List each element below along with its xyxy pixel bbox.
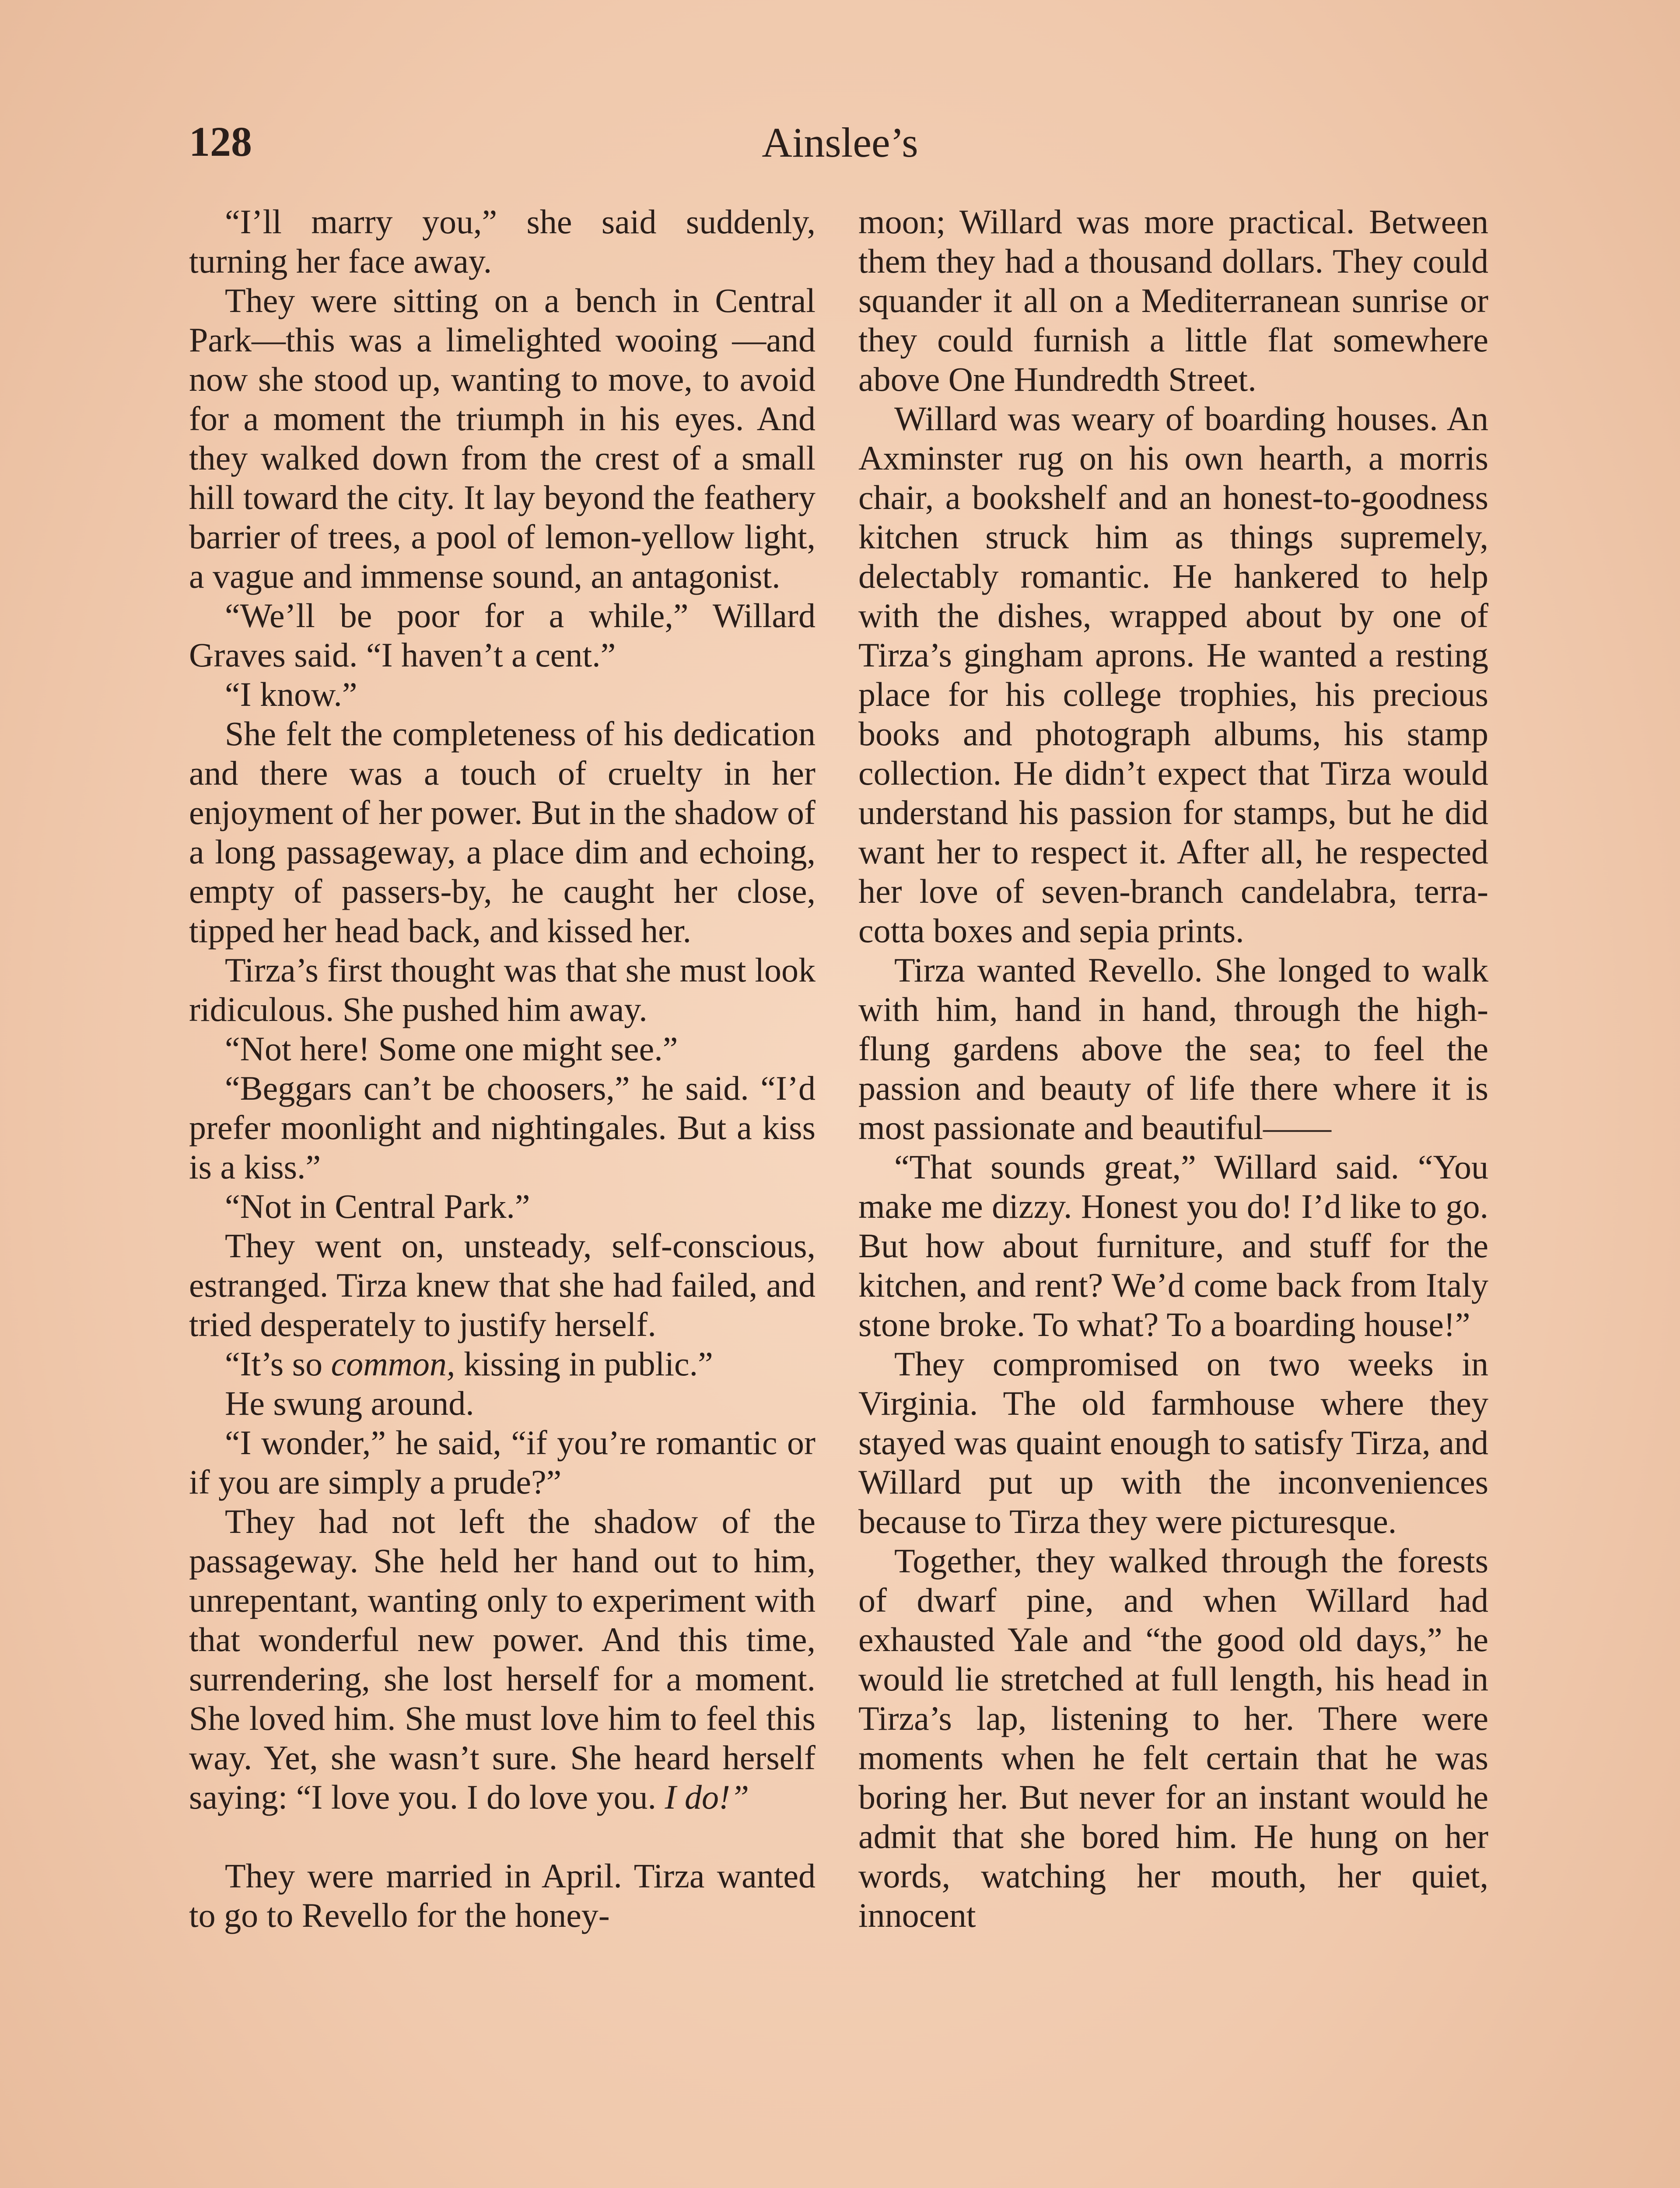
paragraph: They were married in April. Tirza wanted to go to Revello for the honey- <box>189 1857 816 1934</box>
emphasis-common: common, <box>331 1345 455 1383</box>
paragraph: “Not here! Some one might see.” <box>225 1030 678 1068</box>
paragraph: “I know.” <box>225 675 357 713</box>
text-run: They had not left the shadow of the passageway. She held her hand out to him, unrepentant, wanting only to experiment with that wonderful new power. And this time, surrendering, she lost herself for a moment. She loved him. She must love him to feel this way. Yet, she wasn’t sure. She heard herself saying: “I love you. I do love you. <box>189 1502 816 1816</box>
paragraph: They were sitting on a bench in Central Park—this was a limelighted wooing —and now she stood up, wanting to move, to avoid for a moment the triumph in his eyes. And they walked down from the crest of a small hill toward the city. It lay beyond the feathery barrier of trees, a pool of lemon-yellow light, a vague and immense sound, an antagonist. <box>189 281 816 595</box>
running-head: Ainslee’s <box>762 119 918 166</box>
paragraph: She felt the completeness of his dedication and there was a touch of cruelty in her enjoyment of her power. But in the shadow of a long passageway, a place dim and echoing, empty of passers-by, he caught her close, tipped her head back, and kissed her. <box>189 715 816 950</box>
text-run: “It’s so <box>225 1345 331 1383</box>
paragraph: He swung around. <box>225 1384 474 1422</box>
text-run: kissing in public.” <box>455 1345 713 1383</box>
paragraph: They went on, unsteady, self-conscious, estranged. Tirza knew that she had failed, and tried desperately to justify herself. <box>189 1227 816 1343</box>
paragraph: They compromised on two weeks in Virginia. The old farmhouse where they stayed was quaint enough to satisfy Tirza, and Willard put up with the inconveniences because to Tirza they were picturesque. <box>858 1345 1488 1540</box>
paragraph: Tirza’s first thought was that she must look ridiculous. She pushed him away. <box>189 951 816 1028</box>
paragraph-continued: moon; Willard was more practical. Between them they had a thousand dollars. They could squander it all on a Mediterranean sunrise or they could furnish a little flat somewhere above One Hundredth Street. <box>858 203 1488 398</box>
paragraph: “I’ll marry you,” she said suddenly, turning her face away. <box>189 203 816 280</box>
paragraph: Willard was weary of boarding houses. An Axminster rug on his own hearth, a morris chair, a bookshelf and an honest-to-goodness kitchen struck him as things supremely, delectably romantic. He hankered to help with the dishes, wrapped about by one of Tirza’s gingham aprons. He wanted a resting place for his college trophies, his precious books and photograph albums, his stamp collection. He didn’t expect that Tirza would understand his passion for stamps, but he did want her to respect it. After all, he respected her love of seven-branch candelabra, terra-cotta boxes and sepia prints. <box>858 400 1488 950</box>
paragraph <box>189 1502 816 1817</box>
paragraph <box>189 1344 816 1384</box>
right-column <box>858 202 1488 1935</box>
paragraph: “Not in Central Park.” <box>225 1187 530 1225</box>
left-column <box>189 202 816 1935</box>
paragraph: “Beggars can’t be choosers,” he said. “I’d prefer moonlight and nightingales. But a kiss is a kiss.” <box>189 1069 816 1186</box>
paragraph: “We’ll be poor for a while,” Willard Graves said. “I haven’t a cent.” <box>189 596 816 674</box>
emphasis-i-do: I do!” <box>665 1778 749 1816</box>
paragraph: Tirza wanted Revello. She longed to walk with him, hand in hand, through the high-flung gardens above the sea; to feel the passion and beauty of life there where it is most passionate and beautiful—— <box>858 951 1488 1147</box>
paragraph: Together, they walked through the forests of dwarf pine, and when Willard had exhausted Yale and “the good old days,” he would lie stretched at full length, his head in Tirza’s lap, listening to her. There were moments when he felt certain that he was boring her. But never for an instant would he admit that she bored him. He hung on her words, watching her mouth, her quiet, innocent <box>858 1542 1488 1934</box>
paragraph: “That sounds great,” Willard said. “You make me dizzy. Honest you do! I’d like to go. But how about furniture, and stuff for the kitchen, and rent? We’d come back from Italy stone broke. To what? To a boarding house!” <box>858 1148 1488 1343</box>
paragraph: “I wonder,” he said, “if you’re romantic or if you are simply a prude?” <box>189 1424 816 1501</box>
page-number: 128 <box>189 118 252 165</box>
